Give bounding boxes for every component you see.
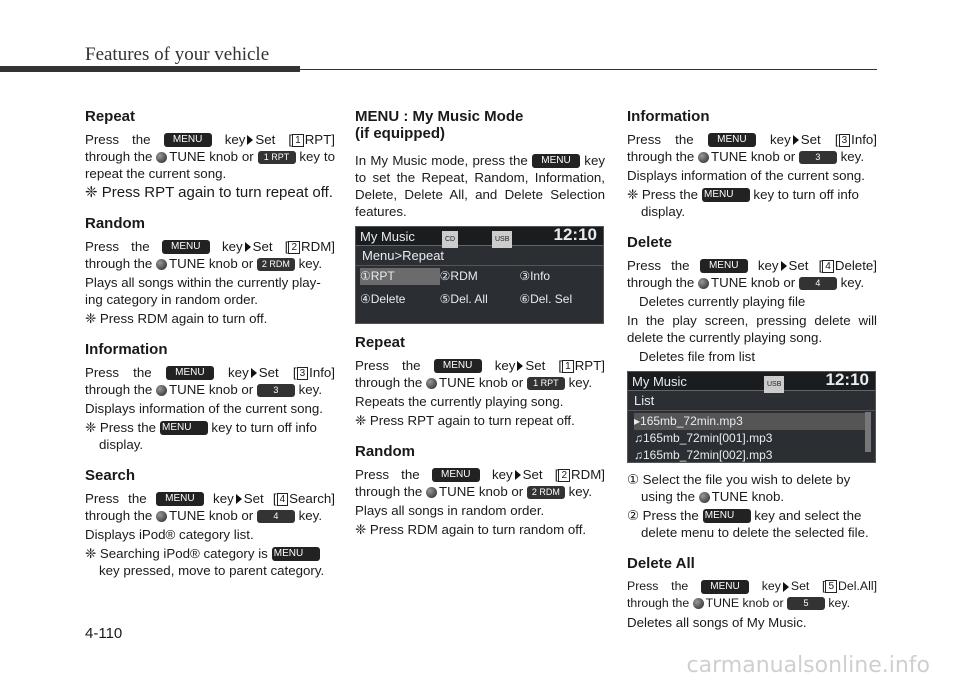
key-3: 3 (257, 384, 295, 397)
menu-option-delete: ④Delete (360, 292, 406, 306)
screen-breadcrumb: List (628, 391, 875, 411)
number-4-icon: 4 (822, 260, 834, 273)
number-3-icon: 3 (297, 367, 309, 380)
menu-option-del-sel: ⑥Del. Sel (519, 292, 573, 306)
delete-all-desc: Deletes all songs of My Music. (627, 615, 807, 630)
number-1-icon: 1 (292, 134, 304, 147)
number-2-icon: 2 (288, 241, 300, 254)
info-heading: Information (85, 341, 168, 358)
arrow-right-icon (245, 242, 251, 252)
menu-option-del-all: ⑤Del. All (439, 292, 488, 306)
info-instruction: Press the MENU key Set [ 3 Info] through the TUNE knob or 3 key. (85, 365, 335, 397)
search-heading: Search (85, 467, 136, 484)
repeat2-desc: Repeats the currently playing song. (355, 394, 564, 409)
repeat2-note: ❈ Press RPT again to turn repeat off. (355, 413, 575, 428)
info3-heading: Information (627, 108, 710, 125)
file-list-item: ♫165mb_72min[001].mp3 (634, 431, 773, 445)
key-4: 4 (257, 510, 295, 523)
tune-knob-icon (156, 259, 167, 270)
usb-tag: USB (764, 376, 784, 393)
delete-instruction: Press the MENU key Set [ 4 Delete] through the TUNE knob or 4 key. (627, 258, 877, 290)
delete-all-instruction: Press the MENU key Set [ 5 Del.All] through the TUNE knob or 5 key. (627, 579, 877, 610)
tune-knob-icon (698, 152, 709, 163)
screen-clock: 12:10 (825, 371, 869, 389)
info3-note: ❈ Press the MENU key to turn off info display. (627, 187, 859, 219)
info3-desc: Displays information of the current song. (627, 168, 865, 183)
menu-key: MENU (700, 259, 748, 273)
search-note: ❈ Searching iPod® category is MENU key pressed, move to parent category. (85, 546, 325, 578)
rdm-key: 2 RDM (257, 258, 295, 271)
delete-heading: Delete (627, 234, 673, 251)
screen-scrollbar (865, 412, 871, 452)
tune-knob-icon (156, 152, 167, 163)
page-number: 4-110 (85, 625, 123, 642)
tune-knob-icon (698, 278, 709, 289)
my-music-subheading: (if equipped) (355, 125, 445, 142)
random2-desc: Plays all songs in random order. (355, 503, 545, 518)
column-3 (627, 108, 877, 633)
repeat2-instruction: Press the MENU key Set [ 1 RPT] through the TUNE knob or 1 RPT key. (355, 358, 605, 390)
watermark: carmanualsonline.info (686, 653, 930, 678)
number-2-icon: 2 (558, 469, 570, 482)
repeat-note: ❈ Press RPT again to turn repeat off. (85, 184, 333, 201)
menu-key: MENU (701, 580, 749, 594)
rpt-key: 1 RPT (258, 151, 296, 164)
menu-key: MENU (434, 359, 482, 373)
key-4: 4 (799, 277, 837, 290)
info-note: ❈ Press the MENU key to turn off info display. (85, 420, 317, 452)
random-instruction: Press the MENU key Set [ 2 RDM] through the TUNE knob or 2 RDM key. (85, 239, 335, 271)
header-rule-thick (0, 66, 300, 72)
menu-key: MENU (272, 547, 320, 561)
cd-tag: CD (442, 231, 458, 248)
rdm-key: 2 RDM (527, 486, 565, 499)
info-desc: Displays information of the current song. (85, 401, 323, 416)
number-3-icon: 3 (839, 134, 851, 147)
menu-key: MENU (162, 240, 210, 254)
menu-repeat-screen (355, 226, 604, 324)
screen-breadcrumb: Menu>Repeat (356, 246, 603, 266)
delete-step-2: ② Press the MENU key and select the delete menu to delete the selected file. (627, 508, 869, 540)
number-4-icon: 4 (277, 493, 289, 506)
file-list (628, 411, 875, 463)
page-header: Features of your vehicle (85, 44, 270, 65)
menu-key: MENU (532, 154, 580, 168)
screen-menu-grid (356, 266, 603, 310)
menu-key: MENU (703, 509, 751, 523)
random-note: ❈ Press RDM again to turn off. (85, 311, 268, 326)
random2-note: ❈ Press RDM again to turn random off. (355, 522, 587, 537)
delete-desc-1: Deletes currently playing file (639, 294, 806, 309)
delete-desc-3: Deletes file from list (639, 349, 756, 364)
delete-all-heading: Delete All (627, 555, 695, 572)
delete-desc-2: In the play screen, pressing delete will delete the currently playing song. (627, 313, 877, 345)
header-rule-thin (300, 69, 877, 70)
search-desc: Displays iPod® category list. (85, 527, 254, 542)
my-music-intro: In My Music mode, press the MENU key to set the Repeat, Random, Information, Delete, Delete All, and Delete Selection features. (355, 153, 605, 219)
info3-instruction: Press the MENU key Set [ 3 Info] through the TUNE knob or 3 key. (627, 132, 877, 164)
search-instruction: Press the MENU key Set [ 4 Search] through the TUNE knob or 4 key. (85, 491, 335, 523)
random-desc: Plays all songs within the currently play-ing category in random order. (85, 275, 321, 307)
screen-clock: 12:10 (553, 226, 597, 244)
menu-option-rdm: ②RDM (439, 269, 478, 283)
repeat-heading: Repeat (85, 108, 136, 125)
arrow-right-icon (793, 135, 799, 145)
random-heading: Random (85, 215, 145, 232)
arrow-right-icon (517, 361, 523, 371)
file-list-item: ♫165mb_72min[002].mp3 (634, 448, 773, 462)
arrow-right-icon (247, 135, 253, 145)
rpt-key: 1 RPT (527, 377, 565, 390)
tune-knob-icon (426, 378, 437, 389)
menu-key: MENU (432, 468, 480, 482)
repeat-instruction: Press the MENU key Set [ 1 RPT] through the TUNE knob or 1 RPT key to repeat the current song. (85, 132, 336, 181)
tune-knob-icon (693, 598, 704, 609)
menu-key: MENU (708, 133, 756, 147)
key-5: 5 (787, 597, 825, 610)
column-1 (85, 108, 335, 581)
tune-knob-icon (156, 385, 167, 396)
tune-knob-icon (156, 511, 167, 522)
list-screen (627, 371, 876, 463)
random2-instruction: Press the MENU key Set [ 2 RDM] through the TUNE knob or 2 RDM key. (355, 467, 605, 499)
my-music-heading: MENU : My Music Mode (355, 108, 524, 125)
arrow-right-icon (251, 368, 257, 378)
menu-key: MENU (166, 366, 214, 380)
number-1-icon: 1 (562, 360, 574, 373)
menu-key: MENU (702, 188, 750, 202)
key-3: 3 (799, 151, 837, 164)
arrow-right-icon (515, 470, 521, 480)
repeat2-heading: Repeat (355, 334, 406, 351)
menu-key: MENU (164, 133, 212, 147)
menu-option-rpt: ①RPT (360, 268, 440, 285)
delete-step-1: ① Select the file you wish to delete by using the TUNE knob. (627, 472, 851, 504)
menu-key: MENU (160, 421, 208, 435)
number-5-icon: 5 (825, 580, 837, 593)
tune-knob-icon (699, 492, 710, 503)
arrow-right-icon (236, 494, 242, 504)
arrow-right-icon (783, 582, 789, 592)
tune-knob-icon (426, 487, 437, 498)
arrow-right-icon (781, 261, 787, 271)
menu-option-info: ③Info (519, 269, 551, 283)
usb-tag: USB (492, 231, 512, 248)
random2-heading: Random (355, 443, 415, 460)
file-list-item: ▸165mb_72min.mp3 (634, 413, 869, 430)
screen-title: My Music (360, 229, 415, 244)
column-2 (355, 108, 605, 540)
menu-key: MENU (156, 492, 204, 506)
screen-title: My Music (632, 374, 687, 389)
